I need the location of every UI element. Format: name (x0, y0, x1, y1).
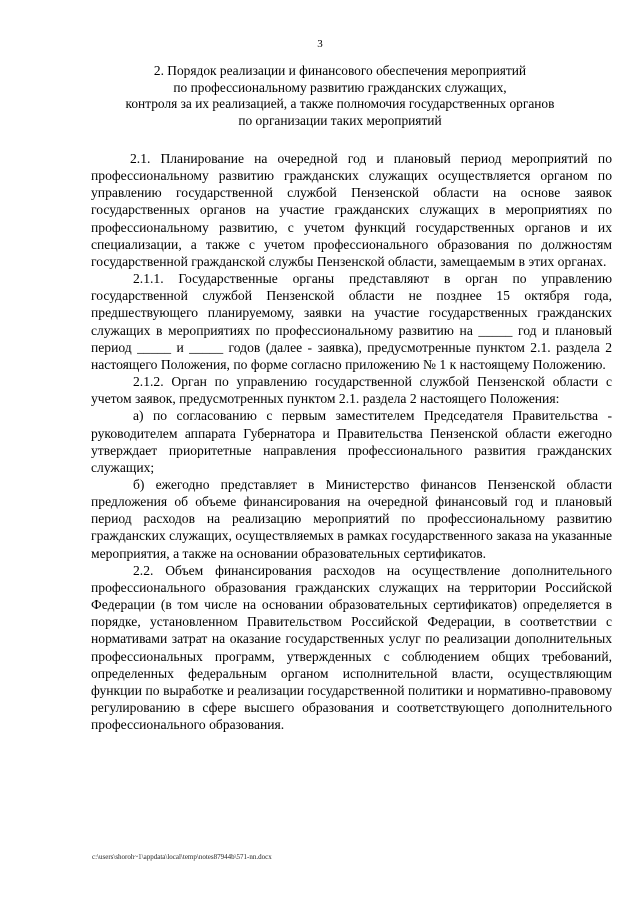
paragraph-2-2: 2.2. Объем финансирования расходов на осуществление дополнительного профессионального образования гражданских служащих на территории Российской Федерации (в том числе на основании образовательных сертификатов) определяется в порядке, установленном Правительством Российской Федерации, в соответствии с нормативами затрат на оказание государственных услуг по реализации дополнительных профессиональных программ, утвержденных с соблюдением общих требований, определенных федеральным органом исполнительной власти, осуществляющим функции по выработке и реализации государственной политики и нормативно-правовому регулированию в сфере высшего образования и соответствующего дополнительного профессионального образования. (91, 562, 612, 733)
heading-line: по организации таких мероприятий (238, 112, 442, 128)
heading-line: контроля за их реализацией, а также полномочия государственных органов (125, 96, 555, 111)
paragraph-item-b: б) ежегодно представляет в Министерство финансов Пензенской области предложения об объеме финансирования на очередной финансовый год и плановый период расходов на реализацию мероприятий по профессиональному развитию гражданских служащих, осуществляемых в рамках государственного заказа на указанные мероприятия, а также на основании образовательных сертификатов. (91, 476, 612, 561)
paragraph-2-1-1: 2.1.1. Государственные органы представляют в орган по управлению государственной службой Пензенской области не позднее 15 октября года, предшествующего планируемому, заявки на участие государственных гражданских служащих в мероприятиях по профессиональному развитию на _____ год и плановый период _____ и _____ годов (далее - заявка), предусмотренные пунктом 2.1. раздела 2 настоящего Положения, по форме согласно приложению № 1 к настоящему Положению. (91, 271, 612, 372)
page-number: 3 (317, 38, 323, 50)
heading-line: по профессиональному развитию гражданских служащих, (173, 79, 507, 95)
paragraph-2-1-2: 2.1.2. Орган по управлению государственной службой Пензенской области с учетом заявок, предусмотренных пунктом 2.1. раздела 2 настоящего Положения: (91, 374, 612, 407)
paragraph-2-1: 2.1. Планирование на очередной год и плановый период мероприятий по профессиональному развитию гражданских служащих осуществляется органом по управлению государственной службой Пензенской области на основе заявок государственных органов на участие гражданских служащих в мероприятиях по профессиональному развитию, с учетом функций государственных органов и их специализации, а также с учетом профессионального образования по должностям государственной гражданской службы Пензенской области, замещаемым в этих органах. (91, 151, 612, 269)
heading-line: 2. Порядок реализации и финансового обеспечения мероприятий (153, 63, 527, 78)
document-body (91, 150, 612, 733)
section-heading (60, 63, 620, 129)
file-path-footer: c:\users\shoroh~1\appdata\local\temp\notes87944b\571-nn.docx (92, 853, 272, 861)
paragraph-item-a: а) по согласованию с первым заместителем Председателя Правительства - руководителем аппарата Губернатора и Правительства Пензенской области ежегодно утверждает приоритетные направления профессионального развития гражданских служащих; (91, 408, 612, 475)
